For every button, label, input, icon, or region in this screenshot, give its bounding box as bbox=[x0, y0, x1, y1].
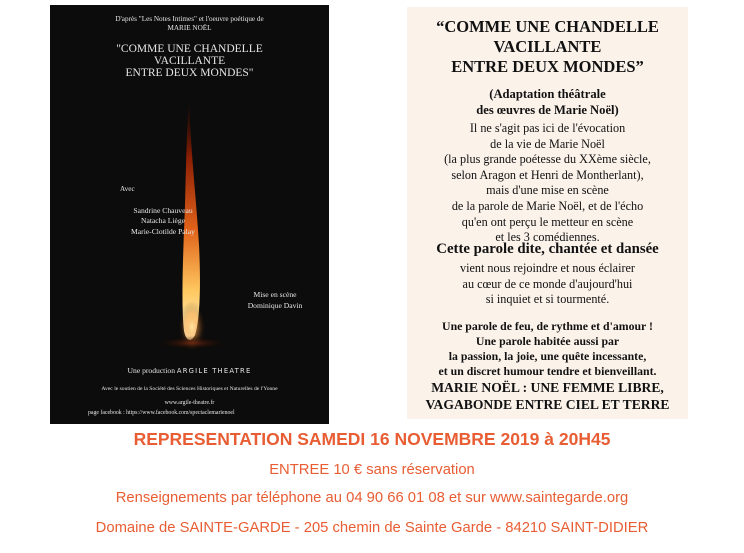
description-line: de la parole de Marie Noël, et de l'écho bbox=[451, 198, 644, 213]
poster-production bbox=[50, 366, 329, 375]
description-line: qu'en ont perçu le metteur en scène bbox=[461, 214, 634, 229]
contact-info: Renseignements par téléphone au 04 90 66 01 08 et sur www.saintegarde.org bbox=[115, 490, 629, 506]
panel-title-line: VACILLANTE bbox=[493, 37, 602, 56]
poster-with-label: Avec bbox=[120, 185, 135, 193]
poster-support: Avec le soutien de la Société des Sciences Historiques et Naturelles de l'Yonne bbox=[101, 386, 278, 392]
adaptation-line: des œuvres de Marie Noël) bbox=[476, 103, 619, 117]
event-date-heading: REPRESENTATION SAMEDI 16 NOVEMBRE 2019 à 20H45 bbox=[133, 429, 611, 449]
poster-image bbox=[50, 5, 329, 424]
poster-website: www.argile-theatre.fr bbox=[164, 400, 215, 406]
poster-cast-list bbox=[108, 206, 218, 237]
fire-line: Une parole de feu, de rythme et d'amour ! bbox=[442, 319, 653, 333]
cast-member: Natacha Liège bbox=[140, 216, 186, 226]
description-line: de la vie de Marie Noël bbox=[490, 136, 605, 151]
closing-line: MARIE NOËL : UNE FEMME LIBRE, bbox=[431, 380, 664, 395]
staging-label: Mise en scène bbox=[253, 290, 297, 299]
poster-credit-line: D'après "Les Notes Intimes" et l'oeuvre poétique de bbox=[115, 15, 264, 23]
entry-price: ENTREE 10 € sans réservation bbox=[269, 462, 475, 478]
description-line: mais d'une mise en scène bbox=[486, 183, 609, 198]
description-line: (la plus grande poétesse du XXème siècle, bbox=[444, 152, 651, 167]
production-company: ARGILE THEATRE bbox=[176, 367, 252, 375]
description-panel bbox=[407, 7, 688, 419]
panel-adaptation bbox=[407, 86, 688, 118]
adaptation-line: (Adaptation théâtrale bbox=[489, 87, 606, 101]
poster-staging bbox=[230, 289, 320, 311]
panel-highlight: Cette parole dite, chantée et dansée bbox=[436, 241, 659, 257]
description-line: vient nous rejoindre et nous éclairer bbox=[460, 261, 635, 275]
panel-closing bbox=[407, 380, 688, 413]
fire-line: la passion, la joie, une quête incessante, bbox=[448, 349, 647, 363]
poster-title bbox=[50, 43, 329, 79]
description-line: selon Aragon et Henri de Montherlant), bbox=[451, 167, 644, 182]
closing-line: VAGABONDE ENTRE CIEL ET TERRE bbox=[425, 396, 670, 412]
poster-title-line: "COMME UNE CHANDELLE bbox=[116, 43, 263, 55]
poster-title-line: ENTRE DEUX MONDES" bbox=[125, 67, 254, 79]
director-name: Dominique Davin bbox=[247, 301, 303, 310]
description-line: Il ne s'agit pas ici de l'évocation bbox=[469, 121, 626, 135]
panel-title-line: “COMME UNE CHANDELLE bbox=[436, 17, 659, 36]
venue-address: Domaine de SAINTE-GARDE - 205 chemin de Sainte Garde - 84210 SAINT-DIDIER bbox=[95, 520, 649, 536]
poster-author: MARIE NOËL bbox=[167, 24, 212, 32]
panel-description-2 bbox=[407, 261, 688, 308]
panel-title bbox=[407, 17, 688, 77]
panel-title-line: ENTRE DEUX MONDES” bbox=[451, 57, 644, 76]
panel-description bbox=[407, 121, 688, 246]
cast-member: Sandrine Chauveau bbox=[133, 206, 193, 215]
fire-line: Une parole habitée aussi par bbox=[475, 334, 620, 348]
description-line: si inquiet et si tourmenté. bbox=[485, 292, 610, 307]
description-line: et les 3 comédiennes. bbox=[495, 230, 600, 245]
fire-line: et un discret humour tendre et bienveillant. bbox=[438, 364, 657, 378]
production-prefix: Une production bbox=[127, 366, 175, 375]
panel-fire-paragraph bbox=[407, 319, 688, 379]
description-line: au cœur de ce monde d'aujourd'hui bbox=[462, 276, 633, 291]
poster-facebook: page facebook : https://www.facebook.com/spectaclemarienoel bbox=[88, 410, 235, 416]
cast-member: Marie-Clotilde Palay bbox=[131, 226, 195, 236]
poster-title-line: VACILLANTE bbox=[153, 55, 226, 67]
